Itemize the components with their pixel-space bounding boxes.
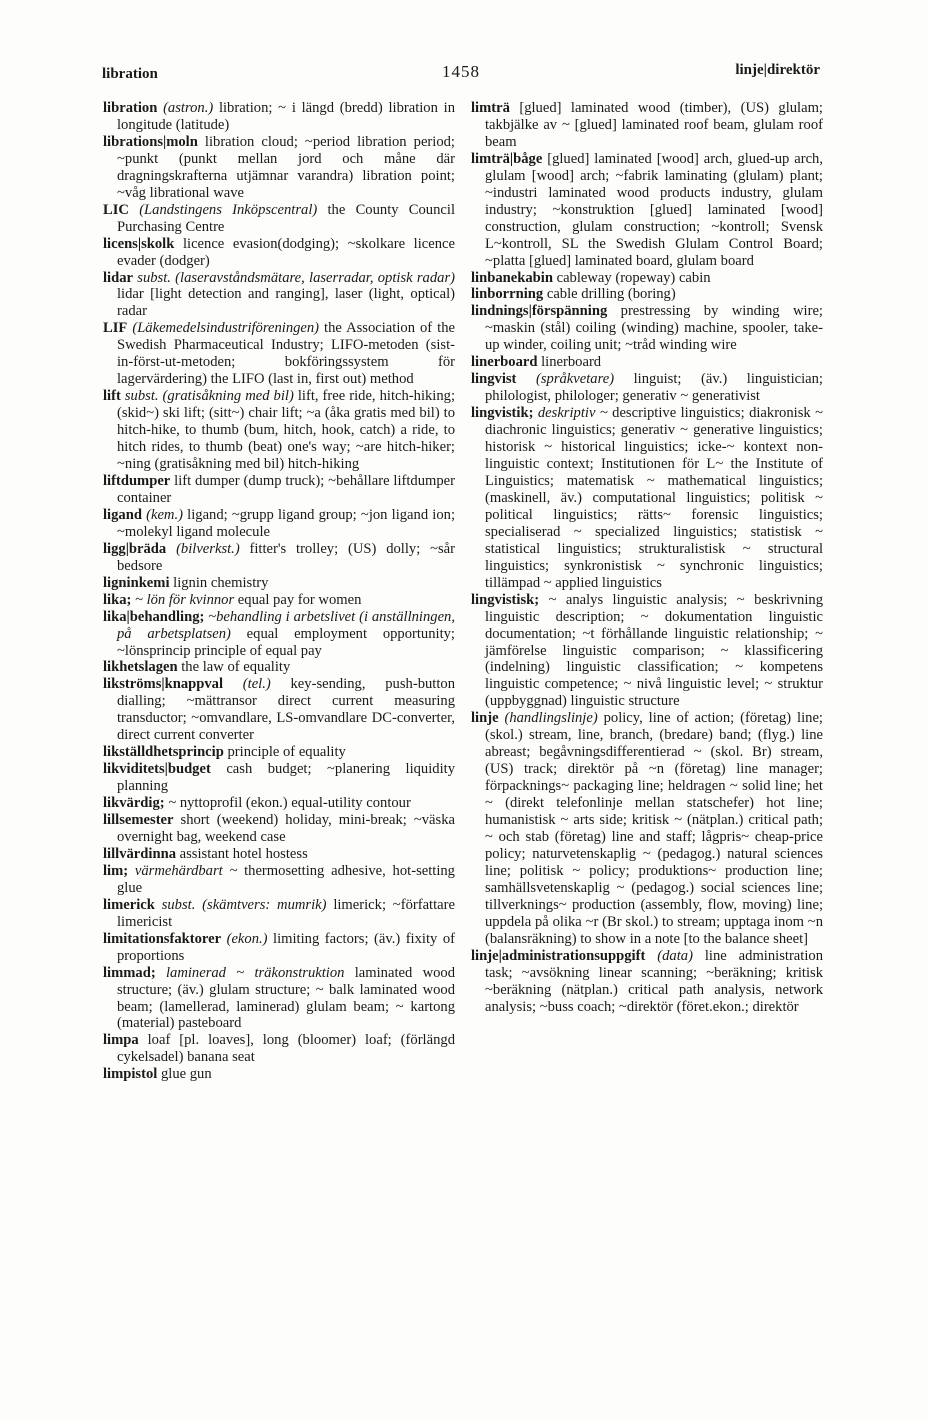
entry-definition: nyttoprofil (ekon.) equal-utility contour	[176, 795, 411, 812]
headword: limpistol	[103, 1066, 158, 1083]
entry-definition: prestressing by winding wire; ~maskin (stål) coiling (winding) machine, spooler, take-up winder, coiling unit; ~tråd winding wire	[485, 303, 823, 354]
headword: limträ|båge	[471, 150, 543, 167]
entry-label: subst. (gratisåkning med bil)	[120, 388, 294, 405]
entry-label: värmehärdbart ~	[128, 862, 238, 879]
headword: liftdumper	[103, 472, 171, 489]
left-guideword: libration	[102, 66, 158, 82]
dictionary-entry	[471, 270, 823, 287]
headword: LIC	[103, 201, 129, 218]
entry-label: (tel.)	[223, 676, 271, 693]
entry-definition: loaf [pl. loaves], long (bloomer) loaf; (förlängd cykelsadel) banana seat	[117, 1032, 455, 1066]
dictionary-entry	[103, 676, 455, 744]
dictionary-entry	[103, 270, 455, 321]
dictionary-entry	[103, 795, 455, 812]
headword: limträ	[471, 100, 510, 116]
entry-label: subst. (skämtvers: mumrik)	[154, 896, 327, 913]
headword: ligg|bräda	[103, 540, 167, 557]
dictionary-entry	[103, 592, 455, 609]
headword: lingvist	[471, 371, 517, 388]
entry-definition: glue gun	[157, 1066, 212, 1083]
headword: lika;	[103, 591, 132, 608]
dictionary-entry	[471, 354, 823, 371]
entry-definition: descriptive linguistics; diakronisk ~ diachronic linguistics; generativ ~ generative linguistics; historisk ~ historical linguistics; icke-~ kontext non-linguistic context; Institutionen för L~ the Institute of Linguistics; matematisk ~ mathematical linguistics; (maskinell, äv.) computational linguistics; politisk ~ political linguistics; rätts~ forensic linguistics; specialiserad ~ specialized linguistics; statistisk ~ statistical linguistics; strukturalistisk ~ structural linguistics; synkronistisk ~ synchronic linguistics; tillämpad ~ applied linguistics	[485, 405, 823, 591]
entry-label: (ekon.)	[221, 930, 268, 947]
dictionary-entry	[103, 931, 455, 965]
entry-definition: fitter's trolley; (US) dolly; ~sår bedsore	[117, 540, 455, 574]
entry-definition: libration cloud; ~period libration period; ~punkt (punkt mellan jord och måne där dragningskrafterna utjämnar varandra) libration point; ~våg librational wave	[117, 133, 455, 201]
dictionary-entry	[103, 1066, 455, 1083]
page-header	[102, 62, 820, 90]
entry-label: ~	[164, 795, 177, 812]
entry-definition: the law of equality	[177, 659, 291, 676]
headword: likströms|knappval	[103, 676, 223, 693]
entry-definition: linguist; (äv.) linguistician; philologist, philologer; generativ ~ generativist	[485, 371, 823, 405]
entry-definition: libration; ~ i längd (bredd) libration in longitude (latitude)	[117, 100, 455, 133]
entry-definition: the Association of the Swedish Pharmaceutical Industry; LIFO-metoden (sist-in-först-ut-metoden; bokföringssystem för lagervärdering) the LIFO (last in, first out) method	[117, 320, 455, 388]
entry-definition: the County Council Purchasing Centre	[117, 201, 455, 235]
headword: linerboard	[471, 354, 538, 371]
headword: likviditets|budget	[103, 761, 211, 778]
entry-definition: lift, free ride, hitch-hiking; (skid~) ski lift; (sitt~) chair lift; ~a (åka gratis med bil) to hitch-hike, to thumb (bum, hitch, hook, catch) a ride, to hitch rides, to thumb (beat) one's way; ~are hitch-hiker; ~ning (gratisåkning med bil) hitch-hiking	[117, 388, 455, 473]
entry-label: (Landstingens Inköpscentral)	[128, 201, 318, 218]
entry-definition: equal pay for women	[234, 591, 362, 608]
dictionary-entry	[103, 202, 455, 236]
headword: lim;	[103, 862, 129, 879]
headword: linborrning	[471, 286, 544, 303]
headword: libration	[103, 100, 158, 116]
headword: licens|skolk	[103, 235, 175, 252]
headword: limpa	[103, 1032, 139, 1049]
entry-definition: lidar [light detection and ranging], laser (light, optical) radar	[117, 286, 455, 320]
entry-label: laminerad ~ träkonstruktion	[155, 964, 345, 981]
headword: likvärdig;	[103, 795, 165, 812]
entry-label: ~behandling i arbetslivet (i anställningen, på arbetsplatsen)	[117, 608, 455, 642]
entry-label: deskriptiv ~	[533, 405, 608, 422]
headword: limmad;	[103, 964, 156, 981]
dictionary-entry	[103, 473, 455, 507]
dictionary-entry	[103, 812, 455, 846]
entry-definition: equal employment opportunity; ~lönsprincip principle of equal pay	[117, 625, 455, 659]
entry-definition: assistant hotel hostess	[176, 845, 308, 862]
entry-definition: [glued] laminated wood (timber), (US) glulam; takbjälke av ~ [glued] laminated roof beam, glulam roof beam	[485, 100, 823, 150]
dictionary-entry	[103, 965, 455, 1033]
right-guideword: linje|direktör	[735, 62, 820, 78]
headword: limitationsfaktorer	[103, 930, 222, 947]
entry-definition: limerick; ~författare limericist	[117, 896, 455, 930]
headword: lift	[103, 388, 121, 405]
entry-definition: limiting factors; (äv.) fixity of proportions	[117, 930, 455, 964]
dictionary-entry	[471, 371, 823, 405]
entry-definition: thermosetting adhesive, hot-setting glue	[117, 862, 455, 896]
entry-label: ~	[539, 591, 557, 608]
dictionary-entry	[103, 575, 455, 592]
dictionary-entry	[471, 405, 823, 591]
entry-definition: lignin chemistry	[169, 574, 269, 591]
entry-label: (astron.)	[157, 100, 214, 116]
entry-definition: line administration task; ~avsökning linear scanning; ~beräkning; kritisk ~beräkning (nätplan.) critical path analysis, network analysis; ~buss coach; ~direktör (föret.ekon.; direktör	[485, 947, 823, 1015]
dictionary-entry	[103, 507, 455, 541]
entry-definition: policy, line of action; (företag) line; (skol.) stream, line, branch, (bredare) band; (flyg.) line abreast; begåvningsdifferentierad ~ (skol. Br) stream, (US) track; direktör på ~n (företag) line manager; förpacknings~ packaging line; heldragen ~ solid line; het ~ (direkt telefonlinje mellan statschefer) hot line; humanistisk ~ arts side; kritisk ~ (nätplan.) critical path; ~ och stab (företag) line and staff; lågpris~ cheap-price policy; naturvetenskaplig ~ (pedagog.) natural sciences line; politisk ~ policy; produktions~ production line; samhällsvetenskaplig ~ (pedagog.) social sciences line; tillverknings~ production (assembly, flow, moving) line; uppdela på olika ~r (Br skol.) to stream; upptaga inom ~n (balansräkning) to show in a note [to the balance sheet]	[485, 710, 823, 947]
right-column	[471, 100, 823, 1015]
headword: ligand	[103, 506, 142, 523]
entry-definition: cash budget; ~planering liquidity planning	[117, 761, 455, 795]
entry-label: (kem.)	[141, 506, 183, 523]
headword: lingvistisk;	[471, 591, 540, 608]
entry-definition: [glued] laminated [wood] arch, glued-up arch, glulam [wood] arch; ~fabrik laminating (glulam) plant; ~industri laminated wood products industry, glulam industry; ~konstruktion [glued] laminated [wood] construction, glulam construction; ~kontroll; Svensk L~kontroll, SL the Swedish Glulam Control Board; ~platta [glued] laminated board, glulam board	[485, 150, 823, 269]
dictionary-entry	[471, 151, 823, 270]
entry-definition: cableway (ropeway) cabin	[552, 269, 711, 286]
entry-definition: key-sending, push-button dialling; ~mättransor direct current measuring transductor; ~omvandlare, LS-omvandlare DC-converter, direct current converter	[117, 676, 455, 744]
dictionary-entry	[103, 541, 455, 575]
headword: lillsemester	[103, 812, 174, 829]
dictionary-entry	[103, 134, 455, 202]
entry-label: subst. (laseravståndsmätare, laserradar, optisk radar)	[133, 269, 455, 286]
dictionary-entry	[103, 609, 455, 660]
dictionary-entry	[103, 659, 455, 676]
entry-label: (bilverkst.)	[166, 540, 240, 557]
headword: limerick	[103, 896, 155, 913]
left-column	[103, 100, 455, 1083]
headword: lingvistik;	[471, 405, 534, 422]
dictionary-entry	[103, 846, 455, 863]
dictionary-entry	[103, 1032, 455, 1066]
entry-definition: principle of equality	[223, 744, 346, 761]
headword: linje	[471, 710, 499, 727]
dictionary-entry	[103, 236, 455, 270]
dictionary-entry	[471, 948, 823, 1016]
dictionary-entry	[103, 897, 455, 931]
headword: likställdhetsprincip	[103, 744, 224, 761]
entry-label: (Läkemedelsindustriföreningen)	[127, 320, 320, 337]
dictionary-entry	[471, 303, 823, 354]
dictionary-entry	[103, 388, 455, 473]
entry-definition: short (weekend) holiday, mini-break; ~väska overnight bag, weekend case	[117, 812, 455, 845]
dictionary-entry	[471, 286, 823, 303]
headword: lidar	[103, 269, 133, 286]
headword: ligninkemi	[103, 574, 170, 591]
entry-definition: lift dumper (dump truck); ~behållare liftdumper container	[117, 472, 455, 506]
entry-label: (handlingslinje)	[498, 710, 598, 727]
entry-label: (data)	[645, 947, 693, 964]
entry-definition: cable drilling (boring)	[543, 286, 676, 303]
dictionary-entry	[103, 744, 455, 761]
dictionary-entry	[471, 100, 823, 151]
page-number: 1458	[442, 62, 480, 81]
headword: likhetslagen	[103, 659, 178, 676]
headword: lika|behandling;	[103, 608, 205, 625]
headword: LIF	[103, 320, 128, 337]
headword: lillvärdinna	[103, 845, 176, 862]
dictionary-entry	[103, 863, 455, 897]
entry-definition: laminated wood structure; (äv.) glulam structure; ~ balk laminated wood beam; (lamellerad, laminerad) glulam beam; ~ kartong (material) pasteboard	[117, 964, 455, 1032]
dictionary-entry	[471, 710, 823, 947]
headword: linje|administrationsuppgift	[471, 947, 646, 964]
entry-definition: licence evasion(dodging); ~skolkare licence evader (dodger)	[117, 235, 455, 269]
dictionary-entry	[471, 592, 823, 711]
dictionary-entry	[103, 100, 455, 134]
dictionary-entry	[103, 320, 455, 388]
entry-definition: ligand; ~grupp ligand group; ~jon ligand ion; ~molekyl ligand molecule	[117, 506, 455, 540]
entry-definition: analys linguistic analysis; ~ beskrivning linguistic description; ~ dokumentation linguistic documentation; ~t förhållande linguistic relationship; ~ jämförelse linguistic comparison; ~ klassificering (indelning) linguistic classification; ~ kompetens linguistic competence; ~ nivå linguistic level; ~ struktur (uppbyggnad) linguistic structure	[485, 591, 823, 710]
headword: librations|moln	[103, 133, 198, 150]
headword: linbanekabin	[471, 269, 553, 286]
entry-label: ~ lön för kvinnor	[131, 591, 235, 608]
headword: lindnings|förspänning	[471, 303, 608, 320]
entry-definition: linerboard	[537, 354, 602, 371]
dictionary-entry	[103, 761, 455, 795]
entry-label: (språkvetare)	[516, 371, 615, 388]
